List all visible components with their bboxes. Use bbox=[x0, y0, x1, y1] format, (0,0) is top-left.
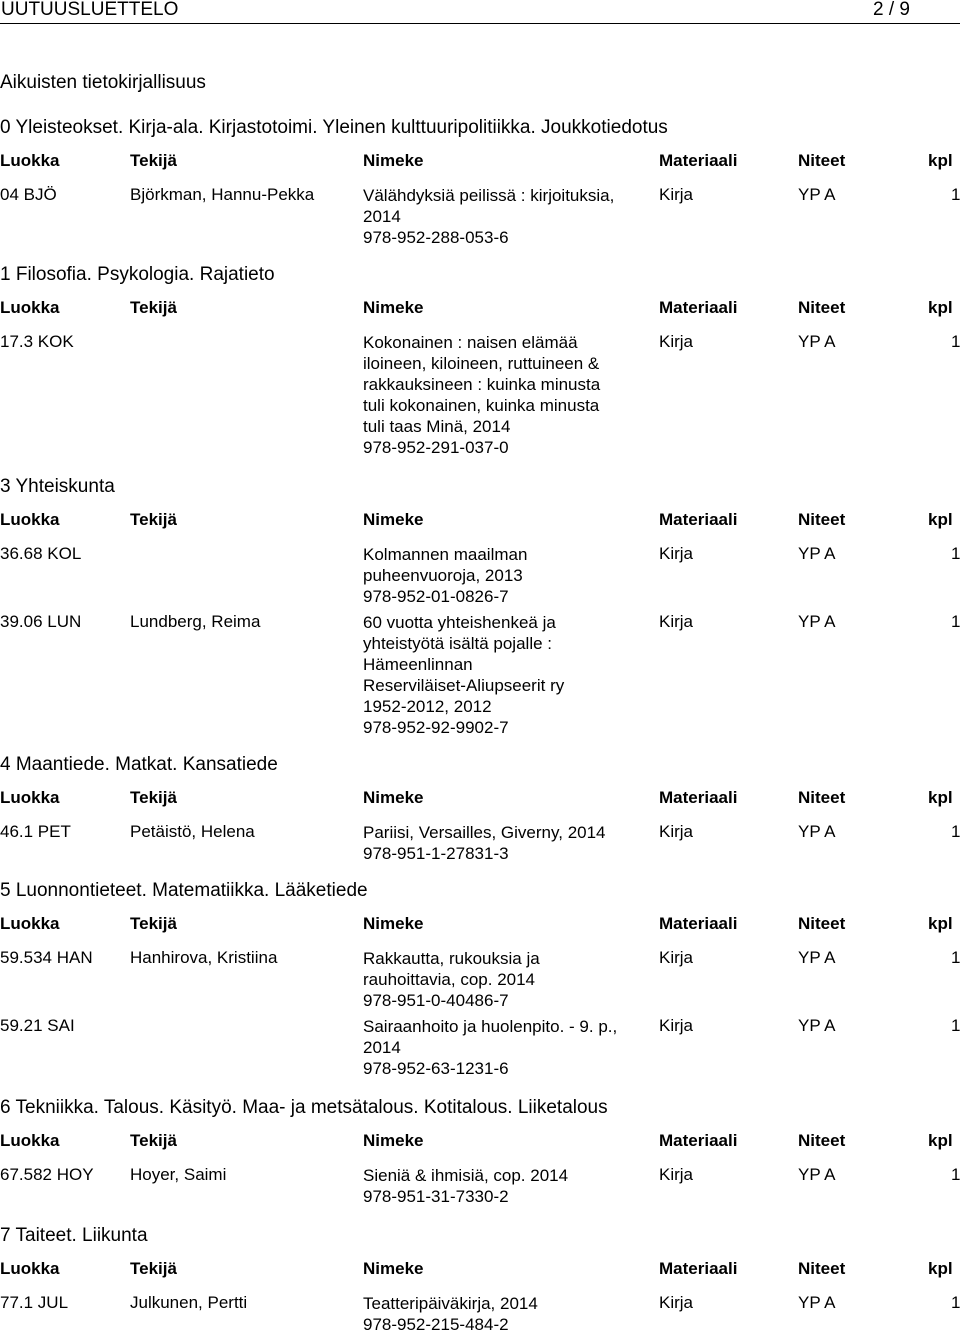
header-rule bbox=[0, 23, 960, 24]
column-headers bbox=[0, 298, 960, 320]
col-luokka: Luokka bbox=[0, 151, 60, 170]
row-niteet: YP A bbox=[798, 948, 836, 967]
row-materiaali: Kirja bbox=[659, 822, 694, 841]
row-materiaali: Kirja bbox=[659, 948, 694, 967]
row-nimeke: 60 vuotta yhteishenkeä ja yhteistyötä isältä pojalle : Hämeenlinnan Reserviläiset-Aliupseerit ry 1952-2012, 2012 978-952-92-9902-7 bbox=[363, 613, 565, 737]
column-headers bbox=[0, 914, 960, 936]
section-title: 7 Taiteet. Liikunta bbox=[0, 1225, 148, 1246]
table-row bbox=[0, 332, 960, 458]
section-title: 0 Yleisteokset. Kirja-ala. Kirjastotoimi. Yleinen kulttuuripolitiikka. Joukkotiedotus bbox=[0, 117, 668, 138]
row-nimeke: Sairaanhoito ja huolenpito. - 9. p., 2014 978-952-63-1231-6 bbox=[363, 1017, 618, 1078]
row-niteet: YP A bbox=[798, 544, 836, 563]
row-materiaali: Kirja bbox=[659, 1016, 694, 1035]
row-kpl: 1 bbox=[951, 612, 960, 631]
row-luokka: 59.534 HAN bbox=[0, 948, 93, 967]
column-headers bbox=[0, 510, 960, 532]
row-tekija: Hanhirova, Kristiina bbox=[130, 948, 278, 967]
col-luokka: Luokka bbox=[0, 914, 60, 933]
col-tekija: Tekijä bbox=[130, 510, 177, 529]
section-title: 6 Tekniikka. Talous. Käsityö. Maa- ja metsätalous. Kotitalous. Liiketalous bbox=[0, 1097, 608, 1118]
catalog-title: UUTUUSLUETTELO bbox=[1, 0, 179, 20]
row-materiaali: Kirja bbox=[659, 1293, 694, 1312]
row-kpl: 1 bbox=[951, 1165, 960, 1184]
col-niteet: Niteet bbox=[798, 788, 846, 807]
table-row bbox=[0, 948, 960, 1016]
row-nimeke: Kolmannen maailman puheenvuoroja, 2013 978-952-01-0826-7 bbox=[363, 545, 528, 606]
col-kpl: kpl bbox=[928, 298, 953, 317]
section-title: 5 Luonnontieteet. Matematiikka. Lääketiede bbox=[0, 880, 368, 901]
row-kpl: 1 bbox=[951, 1293, 960, 1312]
row-kpl: 1 bbox=[951, 544, 960, 563]
row-kpl: 1 bbox=[951, 185, 960, 204]
col-luokka: Luokka bbox=[0, 298, 60, 317]
col-luokka: Luokka bbox=[0, 1131, 60, 1150]
col-materiaali: Materiaali bbox=[659, 510, 738, 529]
row-nimeke: Pariisi, Versailles, Giverny, 2014 978-951-1-27831-3 bbox=[363, 823, 606, 863]
row-kpl: 1 bbox=[951, 1016, 960, 1035]
row-nimeke: Rakkautta, rukouksia ja rauhoittavia, cop. 2014 978-951-0-40486-7 bbox=[363, 949, 540, 1010]
table-row bbox=[0, 612, 960, 742]
col-materiaali: Materiaali bbox=[659, 914, 738, 933]
col-luokka: Luokka bbox=[0, 788, 60, 807]
row-nimeke: Sieniä & ihmisiä, cop. 2014 978-951-31-7330-2 bbox=[363, 1166, 569, 1206]
col-nimeke: Nimeke bbox=[363, 914, 424, 933]
col-tekija: Tekijä bbox=[130, 298, 177, 317]
col-nimeke: Nimeke bbox=[363, 298, 424, 317]
row-materiaali: Kirja bbox=[659, 544, 694, 563]
table-row bbox=[0, 1016, 960, 1086]
col-niteet: Niteet bbox=[798, 914, 846, 933]
col-tekija: Tekijä bbox=[130, 788, 177, 807]
row-luokka: 46.1 PET bbox=[0, 822, 71, 841]
row-niteet: YP A bbox=[798, 822, 836, 841]
row-kpl: 1 bbox=[951, 948, 960, 967]
col-kpl: kpl bbox=[928, 914, 953, 933]
col-luokka: Luokka bbox=[0, 510, 60, 529]
row-niteet: YP A bbox=[798, 1165, 836, 1184]
col-niteet: Niteet bbox=[798, 151, 846, 170]
col-tekija: Tekijä bbox=[130, 1131, 177, 1150]
section-title: 3 Yhteiskunta bbox=[0, 476, 115, 497]
document-title: Aikuisten tietokirjallisuus bbox=[0, 72, 206, 93]
row-niteet: YP A bbox=[798, 1293, 836, 1312]
col-niteet: Niteet bbox=[798, 1259, 846, 1278]
col-nimeke: Nimeke bbox=[363, 510, 424, 529]
col-materiaali: Materiaali bbox=[659, 1131, 738, 1150]
col-luokka: Luokka bbox=[0, 1259, 60, 1278]
col-materiaali: Materiaali bbox=[659, 788, 738, 807]
col-nimeke: Nimeke bbox=[363, 1131, 424, 1150]
col-niteet: Niteet bbox=[798, 298, 846, 317]
col-nimeke: Nimeke bbox=[363, 1259, 424, 1278]
row-materiaali: Kirja bbox=[659, 1165, 694, 1184]
col-kpl: kpl bbox=[928, 788, 953, 807]
table-row bbox=[0, 544, 960, 612]
row-niteet: YP A bbox=[798, 332, 836, 351]
page-header bbox=[0, 0, 960, 24]
col-tekija: Tekijä bbox=[130, 1259, 177, 1278]
row-nimeke: Kokonainen : naisen elämää iloineen, kiloineen, ruttuineen & rakkauksineen : kuinka minusta tuli kokonainen, kuinka minusta tuli taas Minä, 2014 978-952-291-037-0 bbox=[363, 333, 601, 457]
section-title: 1 Filosofia. Psykologia. Rajatieto bbox=[0, 264, 275, 285]
row-luokka: 39.06 LUN bbox=[0, 612, 82, 631]
col-kpl: kpl bbox=[928, 151, 953, 170]
col-tekija: Tekijä bbox=[130, 151, 177, 170]
page-number: 2 / 9 bbox=[873, 0, 910, 20]
column-headers bbox=[0, 1259, 960, 1281]
row-materiaali: Kirja bbox=[659, 332, 694, 351]
row-kpl: 1 bbox=[951, 332, 960, 351]
table-row bbox=[0, 1165, 960, 1211]
col-materiaali: Materiaali bbox=[659, 298, 738, 317]
col-niteet: Niteet bbox=[798, 1131, 846, 1150]
row-nimeke: Teatteripäiväkirja, 2014 978-952-215-484-2 bbox=[363, 1294, 538, 1334]
col-tekija: Tekijä bbox=[130, 914, 177, 933]
column-headers bbox=[0, 788, 960, 810]
col-niteet: Niteet bbox=[798, 510, 846, 529]
col-kpl: kpl bbox=[928, 510, 953, 529]
row-niteet: YP A bbox=[798, 612, 836, 631]
row-luokka: 04 BJÖ bbox=[0, 185, 57, 204]
row-luokka: 77.1 JUL bbox=[0, 1293, 69, 1312]
row-materiaali: Kirja bbox=[659, 185, 694, 204]
row-luokka: 36.68 KOL bbox=[0, 544, 82, 563]
col-nimeke: Nimeke bbox=[363, 788, 424, 807]
col-nimeke: Nimeke bbox=[363, 151, 424, 170]
row-luokka: 59.21 SAI bbox=[0, 1016, 75, 1035]
row-tekija: Julkunen, Pertti bbox=[130, 1293, 248, 1312]
row-tekija: Björkman, Hannu-Pekka bbox=[130, 185, 315, 204]
col-kpl: kpl bbox=[928, 1131, 953, 1150]
column-headers bbox=[0, 151, 960, 173]
column-headers bbox=[0, 1131, 960, 1153]
row-materiaali: Kirja bbox=[659, 612, 694, 631]
col-kpl: kpl bbox=[928, 1259, 953, 1278]
row-niteet: YP A bbox=[798, 1016, 836, 1035]
row-tekija: Lundberg, Reima bbox=[130, 612, 261, 631]
row-niteet: YP A bbox=[798, 185, 836, 204]
row-luokka: 67.582 HOY bbox=[0, 1165, 94, 1184]
table-row bbox=[0, 822, 960, 868]
row-kpl: 1 bbox=[951, 822, 960, 841]
col-materiaali: Materiaali bbox=[659, 151, 738, 170]
table-row bbox=[0, 185, 960, 251]
row-luokka: 17.3 KOK bbox=[0, 332, 74, 351]
col-materiaali: Materiaali bbox=[659, 1259, 738, 1278]
row-tekija: Hoyer, Saimi bbox=[130, 1165, 227, 1184]
section-title: 4 Maantiede. Matkat. Kansatiede bbox=[0, 754, 278, 775]
row-tekija: Petäistö, Helena bbox=[130, 822, 255, 841]
table-row bbox=[0, 1293, 960, 1333]
row-nimeke: Välähdyksiä peilissä : kirjoituksia, 2014 978-952-288-053-6 bbox=[363, 186, 615, 247]
